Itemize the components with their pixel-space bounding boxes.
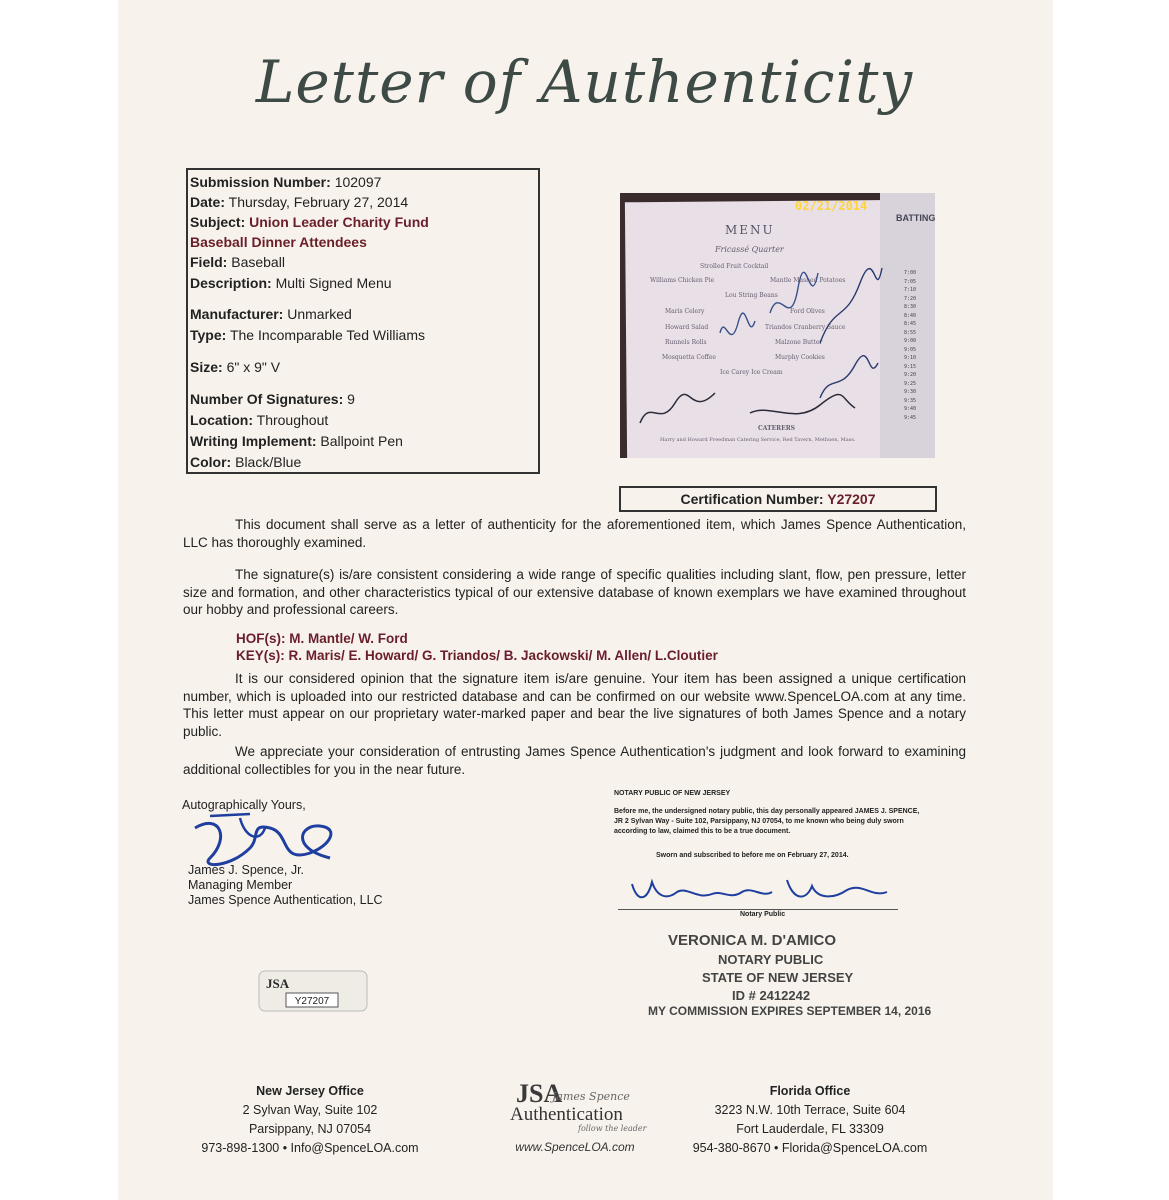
fl-office-address-2: Fort Lauderdale, FL 33309 [736, 1122, 884, 1136]
menu-item: Maris Celery [665, 308, 705, 315]
fl-office-title: Florida Office [769, 1084, 851, 1098]
location-row: Location: Throughout [190, 412, 329, 428]
jsa-logo [500, 1076, 650, 1156]
time-row: 8:55 [904, 329, 917, 336]
type-row: Type: The Incomparable Ted Williams [190, 327, 425, 343]
nj-office-address-1: 2 Sylvan Way, Suite 102 [242, 1103, 378, 1117]
color-row: Color: Black/Blue [190, 454, 302, 470]
paragraph-opinion: It is our considered opinion that the signature item is/are genuine. Your item has been assigned a unique certification number, which is uploaded into our restricted database and can be confirmed on our website www.SpenceLOA.com at any time. This letter must appear on our proprietary water-marked paper and bear the live signatures of both James Spence and a notary public. [183, 671, 966, 739]
signer-role: Managing Member [188, 878, 293, 892]
notary-signature [622, 872, 902, 912]
notary-caption: Notary Public [740, 911, 786, 918]
notary-header: NOTARY PUBLIC OF NEW JERSEY [614, 790, 731, 797]
writing-implement-row: Writing Implement: Ballpoint Pen [190, 433, 403, 449]
nj-office-address-2: Parsippany, NJ 07054 [248, 1122, 372, 1136]
notary-stamp-title: NOTARY PUBLIC [718, 952, 824, 967]
certification-label: Certification Number: [680, 491, 824, 507]
nj-office-title: New Jersey Office [256, 1084, 364, 1098]
time-row: 9:05 [904, 346, 917, 353]
nj-office-contact: 973-898-1300 • Info@SpenceLOA.com [201, 1141, 419, 1155]
time-row: 9:25 [904, 380, 917, 387]
field-row: Field: Baseball [190, 254, 285, 270]
menu-signatures [620, 193, 935, 458]
logo-name: James Spence [552, 1090, 630, 1103]
notary-stamp-id: ID # 2412242 [732, 988, 811, 1003]
menu-item: Mantle Mashed Potatoes [770, 277, 846, 284]
key-signatures: KEY(s): R. Maris/ E. Howard/ G. Triandos/ B. Jackowski/ M. Allen/ L.Cloutier [236, 648, 718, 663]
logo-authentication: Authentication [510, 1104, 623, 1125]
hof-signatures: HOF(s): M. Mantle/ W. Ford [236, 631, 408, 646]
menu-item: Runnels Rolls [665, 339, 707, 346]
james-spence-signature [190, 808, 350, 870]
signer-company: James Spence Authentication, LLC [188, 893, 383, 907]
time-row: 7:05 [904, 278, 917, 285]
menu-item: Strolled Fruit Cocktail [700, 263, 769, 270]
closing-salutation: Autographically Yours, [182, 798, 306, 812]
date-row: Date: Thursday, February 27, 2014 [190, 194, 409, 210]
menu-item: Fricassé Quarter [715, 245, 784, 254]
notary-signature-line [618, 909, 898, 910]
logo-tagline: follow the leader [578, 1124, 647, 1133]
jsa-hologram-sticker [258, 970, 368, 1012]
menu-item: CATERERS [758, 425, 796, 432]
signer-name: James J. Spence, Jr. [188, 863, 305, 877]
menu-item: Malzone Butter [775, 339, 823, 346]
time-row: 9:40 [904, 406, 917, 412]
time-row: 7:20 [904, 295, 917, 302]
time-row: 8:45 [904, 321, 917, 327]
nj-office [195, 1082, 425, 1158]
batting-heading: BATTING [896, 213, 935, 223]
time-row: 9:20 [904, 372, 917, 378]
menu-item: Triandos Cranberry Sauce [765, 324, 846, 331]
menu-item: Ford Olives [790, 308, 825, 315]
photo-date-stamp: 02/21/2014 [795, 199, 868, 213]
size-row: Size: 6" x 9" V [190, 359, 281, 375]
time-row: 9:45 [904, 414, 917, 421]
menu-item: Mosquetta Coffee [662, 354, 716, 361]
subject-row-2: Baseball Dinner Attendees [190, 234, 367, 250]
notary-stamp-expires: MY COMMISSION EXPIRES SEPTEMBER 14, 2016 [648, 1004, 932, 1018]
notary-stamp-name: VERONICA M. D'AMICO [668, 932, 837, 949]
time-row: 9:15 [904, 363, 917, 370]
menu-item: Harry and Howard Freedman Catering Service, Red Tavern, Methuen, Mass. [660, 437, 856, 443]
submission-number-row: Submission Number: 102097 [190, 174, 382, 190]
time-row: 8:40 [904, 312, 917, 319]
menu-item: Murphy Cookies [775, 354, 825, 361]
paragraph-consistency: The signature(s) is/are consistent considering a wide range of specific qualities including slant, flow, pen pressure, letter size and formation, and other characteristics typical of our extensive database of known exemplars we have examined throughout our hobby and professional careers. [183, 567, 966, 617]
time-row: 8:30 [904, 304, 917, 310]
logo-brand: JSA [516, 1079, 563, 1108]
time-row: 9:10 [904, 355, 917, 361]
sticker-number: Y27207 [294, 996, 330, 1007]
menu-item: Howard Salad [665, 324, 709, 331]
paragraph-appreciation: We appreciate your consideration of entrusting James Spence Authentication's judgment and look forward to examining additional collectibles for you in the near future. [183, 744, 966, 777]
description-row: Description: Multi Signed Menu [190, 275, 392, 291]
notary-statement: Before me, the undersigned notary public, this day personally appeared JAMES J. SPENCE, JR 2 Sylvan Way - Suite 102, Parsippany, NJ 07054, to me known who being duly sworn according to law, claimed this to be a true document. [614, 808, 920, 835]
sticker-brand: JSA [266, 976, 290, 991]
item-photo [620, 193, 935, 458]
time-row: 9:35 [904, 397, 917, 404]
menu-item: Williams Chicken Pie [650, 277, 715, 284]
time-row: 9:30 [904, 389, 917, 395]
menu-title: MENU [725, 223, 775, 237]
time-row: 7:00 [904, 270, 917, 276]
certification-number: Y27207 [827, 491, 876, 507]
letter-title: Letter of Authenticity [255, 48, 914, 116]
time-row: 9:00 [904, 338, 917, 344]
subject-row: Subject: Union Leader Charity Fund [190, 214, 429, 230]
fl-office [680, 1082, 940, 1158]
certification-box [619, 486, 937, 512]
fl-office-address-1: 3223 N.W. 10th Terrace, Suite 604 [714, 1103, 906, 1117]
signatures-row: Number Of Signatures: 9 [190, 391, 355, 407]
logo-url: www.SpenceLOA.com [515, 1140, 635, 1154]
fl-office-contact: 954-380-8670 • Florida@SpenceLOA.com [692, 1141, 928, 1155]
menu-item: Ice Carey Ice Cream [720, 369, 783, 376]
notary-sworn: Sworn and subscribed to before me on February 27, 2014. [656, 852, 849, 859]
paragraph-intro: This document shall serve as a letter of authenticity for the aforementioned item, which James Spence Authentication, LLC has thoroughly examined. [183, 517, 966, 550]
manufacturer-row: Manufacturer: Unmarked [190, 306, 352, 322]
time-row: 7:10 [904, 287, 917, 293]
notary-stamp-state: STATE OF NEW JERSEY [702, 970, 854, 985]
menu-item: Lou String Beans [725, 292, 778, 299]
